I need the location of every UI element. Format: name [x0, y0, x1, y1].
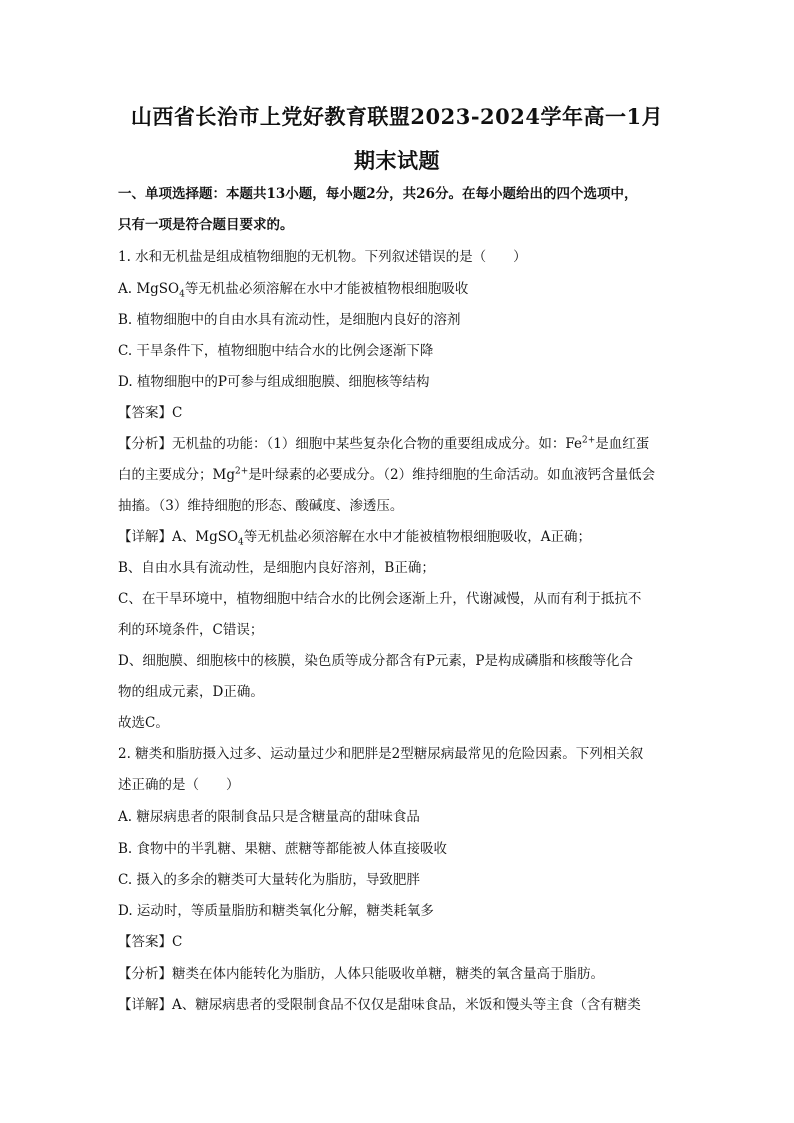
q1-detail-line-1: [118, 526, 688, 548]
q1-detail-line-5: D、细胞膜、细胞核中的核膜，染色质等成分都含有P元素，P是构成磷脂和核酸等化合: [118, 653, 633, 669]
q1-stem: 1. 水和无机盐是组成植物细胞的无机物。下列叙述错误的是（ ）: [118, 249, 527, 265]
section-heading-line-2: 只有一项是符合题目要求的。: [118, 217, 294, 233]
q1-conclusion: 故选C。: [118, 715, 169, 731]
doc-title-line-2: 期末试题: [354, 148, 440, 173]
q2-stem-line-1: 2. 糖类和脂肪摄入过多、运动量过少和肥胖是2型糖尿病最常见的危险因素。下列相关叙: [118, 746, 644, 762]
q1-analysis-line-1-text: 【分析】无机盐的功能：（1）细胞中某些复杂化合物的重要组成成分。如：Fe: [118, 436, 582, 452]
q1-detail-subscript: 4: [238, 537, 244, 548]
q1-answer: 【答案】C: [118, 405, 183, 421]
q1-analysis-line-2-text: 白的主要成分；Mg: [118, 467, 235, 483]
q2-answer: 【答案】C: [118, 934, 183, 950]
q1-option-a-prefix: A. MgSO: [118, 281, 180, 297]
q1-analysis-line-3: 抽搐。（3）维持细胞的形态、酸碱度、渗透压。: [118, 498, 404, 514]
q2-option-d: D. 运动时，等质量脂肪和糖类氧化分解，糖类耗氧多: [118, 903, 434, 919]
q1-option-a-text: 等无机盐必须溶解在水中才能被植物根细胞吸收: [184, 281, 469, 297]
section-heading-line-1: 一、单项选择题：本题共13小题，每小题2分，共26分。在每小题给出的四个选项中，: [118, 186, 638, 202]
q1-detail-line-1-text: 【详解】A、MgSO: [118, 529, 239, 545]
q1-detail-line-4: 利的环境条件，C错误；: [118, 622, 264, 638]
doc-title-line-1: 山西省长治市上党好教育联盟2023-2024学年高一1月: [130, 104, 664, 129]
q1-option-a-subscript: 4: [179, 289, 185, 300]
q2-option-c: C. 摄入的多余的糖类可大量转化为脂肪，导致肥胖: [118, 872, 420, 888]
q1-option-a: [118, 278, 688, 300]
q1-option-b: B. 植物细胞中的自由水具有流动性，是细胞内良好的溶剂: [118, 312, 461, 328]
fe-charge-superscript: 2+: [581, 435, 596, 446]
q1-detail-line-3: C、在干旱环境中，植物细胞中结合水的比例会逐渐上升，代谢减慢，从而有利于抵抗不: [118, 591, 642, 607]
q2-option-b: B. 食物中的半乳糖、果糖、蔗糖等都能被人体直接吸收: [118, 841, 448, 857]
q2-analysis: 【分析】糖类在体内能转化为脂肪，人体只能吸收单糖，糖类的氧含量高于脂肪。: [118, 966, 604, 982]
q1-analysis-line-2-tail: 是叶绿素的必要成分。（2）维持细胞的生命活动。如血液钙含量低会: [248, 467, 656, 483]
q1-detail-line-2: B、自由水具有流动性，是细胞内良好溶剂，B正确；: [118, 560, 435, 576]
q1-analysis-line-2: [118, 464, 688, 486]
q1-option-d: D. 植物细胞中的P可参与组成细胞膜、细胞核等结构: [118, 374, 430, 390]
q1-analysis-line-1: [118, 433, 688, 455]
q2-detail-line-1: 【详解】A、糖尿病患者的受限制食品不仅仅是甜味食品，米饭和馒头等主食（含有糖类: [118, 997, 641, 1013]
q1-option-c: C. 干旱条件下，植物细胞中结合水的比例会逐渐下降: [118, 343, 434, 359]
q1-detail-line-1-tail: 等无机盐必须溶解在水中才能被植物根细胞吸收，A正确；: [243, 529, 592, 545]
mg-charge-superscript: 2+: [234, 466, 249, 477]
q1-analysis-line-1-tail: 是血红蛋: [595, 436, 650, 452]
q2-option-a: A. 糖尿病患者的限制食品只是含糖量高的甜味食品: [118, 809, 420, 825]
q2-stem-line-2: 述正确的是（ ）: [118, 777, 240, 793]
q1-detail-line-6: 物的组成元素，D正确。: [118, 684, 264, 700]
